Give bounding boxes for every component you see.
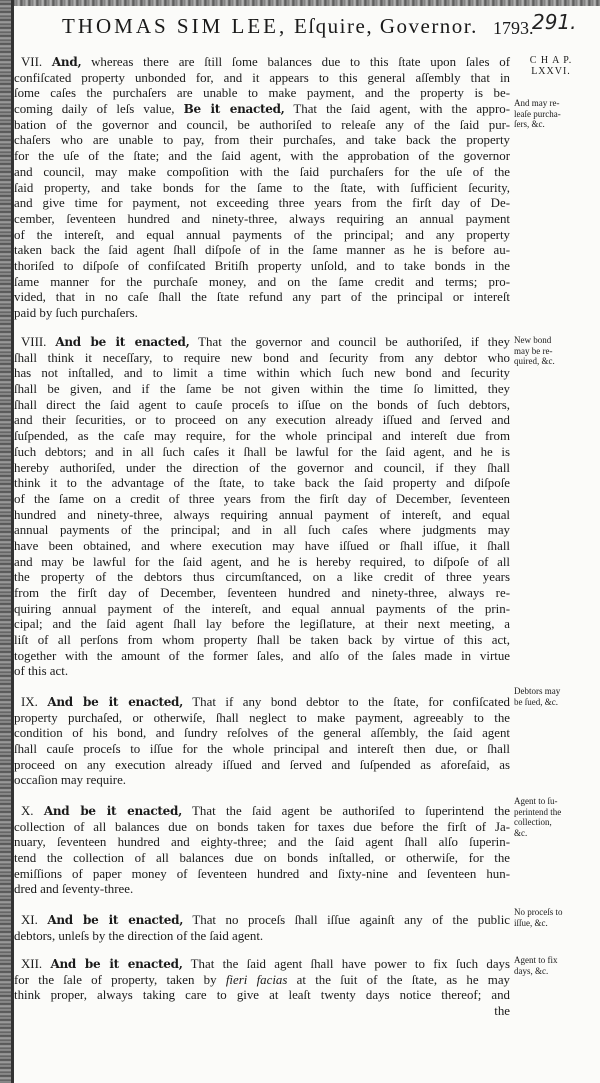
text-segment: whereas there are ſtill ſome balances due to this ſtate upon ſales of [81,55,510,69]
text-line [14,398,510,414]
text-line [14,913,510,929]
text-segment: for the uſe of the ſtate; and the ſaid agent, with the approbation of the governor [14,149,510,164]
text-line [14,617,510,633]
marginal-note-line: ſers, &c. [514,119,545,129]
marginal-note-line: collection, [514,817,552,827]
marginal-note-line: be ſued, &c. [514,696,558,707]
marginal-note-line: Agent to fix [514,955,558,965]
text-line [14,570,510,586]
text-segment: have been obtained, and where execution may have iſſued or ſhall iſſue, it ſhall [14,538,510,553]
text-line [14,742,510,758]
text-segment: paid by ſuch purchaſers. [14,306,138,320]
text-segment: ſame manner for the purchaſe money, and on the ſame credit and terms; pro- [14,274,510,289]
text-line [14,413,510,429]
text-line [14,867,510,883]
text-line [14,602,510,618]
marginal-note [514,98,596,130]
text-segment: and give time for payment, not exceeding three years from the firſt day of De- [14,196,510,211]
text-line [14,586,510,602]
text-segment: XII. [21,957,51,971]
section-x [14,804,510,898]
text-segment: the [494,1004,510,1019]
text-line [14,306,510,322]
text-segment: occaſion may require. [14,773,127,788]
text-line [14,851,510,867]
header-title [62,14,478,39]
text-line [14,804,510,820]
marginal-note-line: quired, &c. [514,356,555,366]
marginal-note-line: may be re- [514,345,553,356]
text-line [14,290,510,306]
text-segment: think proper, always taking care to give at leaſt twenty days notice thereof; and [14,988,510,1003]
chapter-note [510,56,592,77]
text-line [14,335,510,351]
marginal-note [514,907,596,928]
text-line [14,228,510,244]
marginal-note [514,796,596,838]
text-line [14,165,510,181]
text-line [14,181,510,197]
enacting-clause: And be it enacted, [47,913,184,927]
chapter-number: LXXVI. [531,65,571,77]
text-segment: and may be lawful for the ſaid agent, and he is hereby required, to diſpoſe of all [14,554,510,569]
text-line [14,366,510,382]
text-segment: ſhall think it neceſſary, to require new bond and ſecurity from any debtor who [14,350,510,365]
text-line [14,351,510,367]
text-segment: vided, that in no caſe ſhall the ſtate refund any part of the principal or intereſt [14,290,510,305]
text-line [14,71,510,87]
text-segment: liſt of all perſons from whom property ſhall be taken back by virtue of this act, [14,633,510,648]
marginal-note-line: Agent to ſu- [514,796,558,806]
text-segment: ſome caſes the purchaſers are unable to make payment, and the property is be- [14,86,510,101]
text-segment: the property of the debtors thus circumſtanced, on a like credit of three years [14,570,510,585]
text-segment: ſuch debtors; and in all ſuch caſes it ſhall be lawful for the ſaid agent, and he is [14,444,510,459]
text-line [14,988,510,1004]
text-segment: of the intereſt, and equal annual payments of the principal; and any property [14,227,510,242]
text-segment: quiring annual payment of the intereſt, and equal annual payments of the prin- [14,601,510,616]
text-segment: and council, may make compoſition with the ſaid purchaſers for the uſe of the [14,164,510,179]
text-line [14,212,510,228]
header-office: Eſquire, Governor. [294,14,478,38]
text-segment: emiſſions of paper money of ſeventeen hundred and ſixty-nine and ſeventeen hun- [14,866,510,881]
text-segment: chaſers who are unable to pay, from their purchaſes, and take back the property [14,133,510,148]
text-line [14,773,510,789]
text-segment: cember, ſeventeen hundred and ninety-three, always requiring an annual payment [14,211,510,226]
text-segment: VIII. [21,335,56,349]
text-line [14,196,510,212]
text-line [14,149,510,165]
text-line [14,711,510,727]
text-segment: from the firſt day of December, ſeventeen hundred and ninety-three, always re- [14,586,510,600]
text-segment: hundred and ninety-three, always requiring annual payment of intereſt, and equal [14,507,510,522]
text-segment: debtors, unleſs by the direction of the ſaid agent. [14,928,264,943]
marginal-note [514,686,596,707]
enacting-clause: And be it enacted, [47,695,184,709]
text-segment: of this act. [14,664,69,679]
text-line [14,957,510,973]
text-segment: ſhall cauſe proceſs to iſſue for the whole principal and intereſt then due, or ſhall [14,742,510,757]
text-segment: ſuſpended, as the caſe may require, for the whole principal and intereſt due from [14,429,510,444]
text-line [14,382,510,398]
enacting-clause: And be it enacted, [50,957,183,971]
text-line [14,973,510,989]
scan-top-edge [0,0,600,6]
header-name: THOMAS SIM LEE, [62,14,288,38]
text-segment: think it to the advantage of the ſtate, to take back the ſaid property and diſpoſe [14,476,510,491]
text-segment: nuary, ſeventeen hundred and eighty-three; and the ſaid agent ſhall alſo ſuperin- [14,835,510,850]
scan-binding-edge [0,0,11,1083]
text-line [14,539,510,555]
text-segment: and their ſecurities, or to proceed on any execution already iſſued and ſerved and [14,413,510,428]
text-segment: cipal; and the ſaid agent ſhall lay before the legiſlature, at their next meeting, a [14,617,510,632]
text-line [14,429,510,445]
text-line [14,633,510,649]
enacting-clause: Be it enacted, [183,102,285,117]
text-line [14,55,510,71]
text-segment: thoriſed to diſpoſe of confiſcated Britiſh property unſold, and to take bonds in the [14,258,510,273]
marginal-note-line: New bond [514,335,552,345]
text-segment: dred and ſeventy-three. [14,882,134,897]
marginal-note [514,335,596,367]
enacting-clause: And be it enacted, [55,335,190,349]
text-segment: taken back the ſaid agent ſhall diſpoſe of in the ſame manner as he is before au- [14,243,510,258]
text-line [14,649,510,665]
text-line [14,820,510,836]
header-year: 1793. [493,18,534,38]
text-segment: XI. [21,913,48,927]
text-segment: ſhall direct the ſaid agent to cauſe proceſs to iſſue on the bonds of ſuch debtors, [14,397,510,412]
text-segment: property purchaſed, or otherwiſe, ſhall neglect to make payment, agreeably to the [14,710,510,725]
text-segment: That if any bond debtor to the ſtate, for confiſcated [183,695,510,709]
text-segment: IX. [21,695,48,709]
text-line [14,492,510,508]
text-segment: confiſcated property unbonded for, and it appears to this general aſſembly that in [14,70,510,85]
chapter-label: C H A P. [529,55,573,66]
text-line [14,664,510,680]
text-line [14,445,510,461]
marginal-note-line: perintend the [514,806,562,817]
section-vii [14,55,510,322]
enacting-clause: And be it enacted, [43,804,182,818]
section-xii [14,957,510,1020]
text-line [14,758,510,774]
text-segment: proceed on any execution already iſſued and ſerved and ſuſpended as aforeſaid, as [14,757,510,772]
text-segment: That the ſaid agent ſhall have power to fix ſuch days [182,957,510,971]
section-ix [14,695,510,789]
marginal-note-line: &c. [514,827,528,838]
text-segment: has not inſtalled, and to limit a time within which ſuch new bond and ſecurity [14,366,510,381]
text-line [14,476,510,492]
italic-term: fieri facias [225,972,288,987]
text-line [14,1004,510,1020]
section-viii [14,335,510,680]
handwritten-page-number: 291. [532,10,577,34]
text-segment: ſhall be given, and if the ſame be not given within the time ſo limitted, they [14,382,510,397]
marginal-note-line: leaſe purcha- [514,108,561,119]
text-segment: hereby authoriſed, under the direction of the governor and council, if they ſhall [14,460,510,475]
text-line [14,555,510,571]
text-segment: annual payments of the principal; and in all ſuch caſes where judgments may [14,523,510,538]
text-line [14,243,510,259]
text-line [14,259,510,275]
marginal-note-line: days, &c. [514,965,549,976]
text-segment: That the ſaid agent be authoriſed to ſuperintend the [181,804,510,818]
text-line [14,726,510,742]
text-line [14,835,510,851]
text-segment: That the governor and council be authoriſed, if they [189,335,510,349]
text-segment: at the ſuit of the ſtate, as he may [287,972,511,987]
text-segment: for the ſale of property, taken by [14,972,226,987]
text-segment: of the ſame on a credit of three years from the firſt day of December, ſeventeen [14,491,510,506]
text-line [14,118,510,134]
text-line [14,102,510,118]
text-segment: together with the amount of the former ſales, and alſo of the ſales made in virtue [14,648,510,663]
enacting-clause: And, [51,55,82,69]
text-segment: That the ſaid agent, with the appro- [284,102,510,117]
text-line [14,508,510,524]
text-segment: tend the collection of all balances due on bonds inſtalled, or otherwiſe, for the [14,851,510,866]
text-line [14,523,510,539]
marginal-note-line: iſſue, &c. [514,917,548,928]
text-segment: VII. [21,55,52,69]
text-line [14,86,510,102]
text-segment: X. [21,804,44,818]
text-line [14,275,510,291]
text-segment: coming daily of leſs value, [14,102,184,117]
marginal-note-line: Debtors may [514,686,561,696]
text-line [14,695,510,711]
text-line [14,882,510,898]
section-xi [14,913,510,944]
marginal-note [514,955,596,976]
marginal-note-line: And may re- [514,98,560,108]
text-line [14,461,510,477]
text-segment: bation of the governor and council, be authoriſed to releaſe any of the ſaid pur- [14,117,510,132]
marginal-note-line: No proceſs to [514,907,563,917]
text-segment: collection of all balances due on bonds taken for taxes due before the firſt of Ja- [14,819,510,834]
text-line [14,133,510,149]
text-segment: ſaid property, and take bonds for the ſame to the ſtate, with ſufficient ſecurity, [14,180,510,195]
text-segment: That no proceſs ſhall iſſue againſt any of the public [183,913,510,927]
running-header [40,10,600,42]
text-segment: condition of his bond, and ſundry reſolves of the general aſſembly, the ſaid agent [14,726,510,741]
text-line [14,929,510,945]
